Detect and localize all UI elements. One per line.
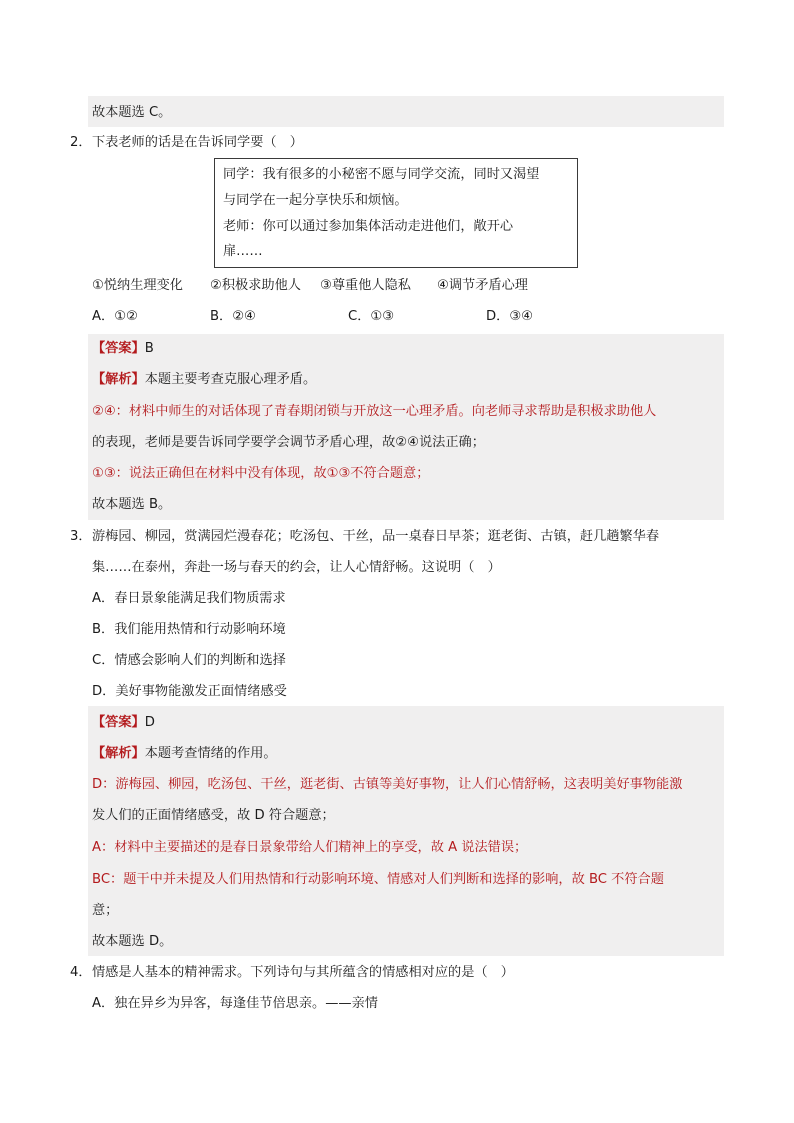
- dialogue-line-1: 同学：我有很多的小秘密不愿与同学交流，同时又渴望: [223, 167, 540, 182]
- q3-analysis-line: [92, 744, 277, 764]
- q3-explanation-4: BC：题干中并未提及人们用热情和行动影响环境、情感对人们判断和选择的影响，故 BC 不符合题: [92, 872, 664, 887]
- q2-option-d: D．③④: [486, 309, 533, 324]
- q3-stem-1: 游梅园、柳园，赏满园烂漫春花；吃汤包、干丝，品一桌春日早茶；逛老街、古镇，赶几趟繁华春: [92, 529, 660, 544]
- q2-option-a: A．①②: [92, 309, 138, 324]
- q2-item-2: ②积极求助他人: [210, 278, 301, 293]
- q4-stem: 情感是人基本的精神需求。下列诗句与其所蕴含的情感相对应的是（ ）: [92, 965, 514, 980]
- q4-number: 4．: [70, 965, 92, 980]
- q2-option-c: C．①③: [348, 309, 395, 324]
- q3-analysis: 本题考查情绪的作用。: [144, 746, 277, 761]
- q2-explanation-2: 的表现，老师是要告诉同学要学会调节矛盾心理，故②④说法正确；: [92, 435, 485, 450]
- q2-stem: 下表老师的话是在告诉同学要（ ）: [92, 135, 303, 150]
- q3-explanation-1: D：游梅园、柳园，吃汤包、干丝，逛老街、古镇等美好事物，让人们心情舒畅，这表明美好事物能激: [92, 777, 683, 792]
- q2-conclusion: 故本题选 B。: [92, 497, 172, 512]
- q3-option-c: C．情感会影响人们的判断和选择: [92, 653, 286, 668]
- dialogue-line-3: 老师：你可以通过参加集体活动走进他们，敞开心: [223, 219, 514, 234]
- q2-analysis-line: [92, 370, 316, 390]
- q3-explanation-2: 发人们的正面情绪感受，故 D 符合题意；: [92, 808, 335, 823]
- q2-explanation-3: ①③：说法正确但在材料中没有体现，故①③不符合题意；: [92, 466, 430, 481]
- dialogue-line-2: 与同学在一起分享快乐和烦恼。: [223, 193, 408, 208]
- q3-answer-tag: 【答案】: [92, 715, 145, 730]
- q2-number: 2．: [70, 135, 92, 150]
- q3-analysis-tag: 【解析】: [92, 746, 145, 761]
- dialogue-box: [214, 158, 578, 268]
- q2-answer-line: [92, 339, 154, 359]
- q3-option-a: A．春日景象能满足我们物质需求: [92, 591, 286, 606]
- q3-explanation-3: A：材料中主要描述的是春日景象带给人们精神上的享受，故 A 说法错误；: [92, 840, 528, 855]
- q3-answer-line: [92, 713, 155, 733]
- q3-answer: D: [144, 715, 155, 730]
- q2-item-3: ③尊重他人隐私: [320, 278, 411, 293]
- q1-conclusion: 故本题选 C。: [92, 105, 172, 120]
- q2-answer: B: [144, 341, 154, 356]
- q3-stem-2: 集……在泰州，奔赴一场与春天的约会，让人心情舒畅。这说明（ ）: [92, 560, 501, 575]
- dialogue-line-4: 扉……: [223, 244, 263, 259]
- q2-item-4: ④调节矛盾心理: [437, 278, 528, 293]
- q3-explanation-5: 意；: [92, 903, 119, 918]
- q2-answer-tag: 【答案】: [92, 341, 145, 356]
- q2-analysis: 本题主要考查克服心理矛盾。: [144, 372, 317, 387]
- q3-option-b: B．我们能用热情和行动影响环境: [92, 622, 286, 637]
- q2-item-1: ①悦纳生理变化: [92, 278, 183, 293]
- q2-explanation-1: ②④：材料中师生的对话体现了青春期闭锁与开放这一心理矛盾。向老师寻求帮助是积极求助他人: [92, 404, 657, 419]
- q4-option-a: A．独在异乡为异客，每逢佳节倍思亲。——亲情: [92, 996, 378, 1011]
- q3-number: 3．: [70, 529, 92, 544]
- answer-shade-q2: [88, 334, 724, 520]
- q2-analysis-tag: 【解析】: [92, 372, 145, 387]
- answer-shade-q1: [88, 96, 724, 127]
- q2-option-b: B．②④: [210, 309, 256, 324]
- q3-conclusion: 故本题选 D。: [92, 934, 173, 949]
- q3-option-d: D．美好事物能激发正面情绪感受: [92, 684, 287, 699]
